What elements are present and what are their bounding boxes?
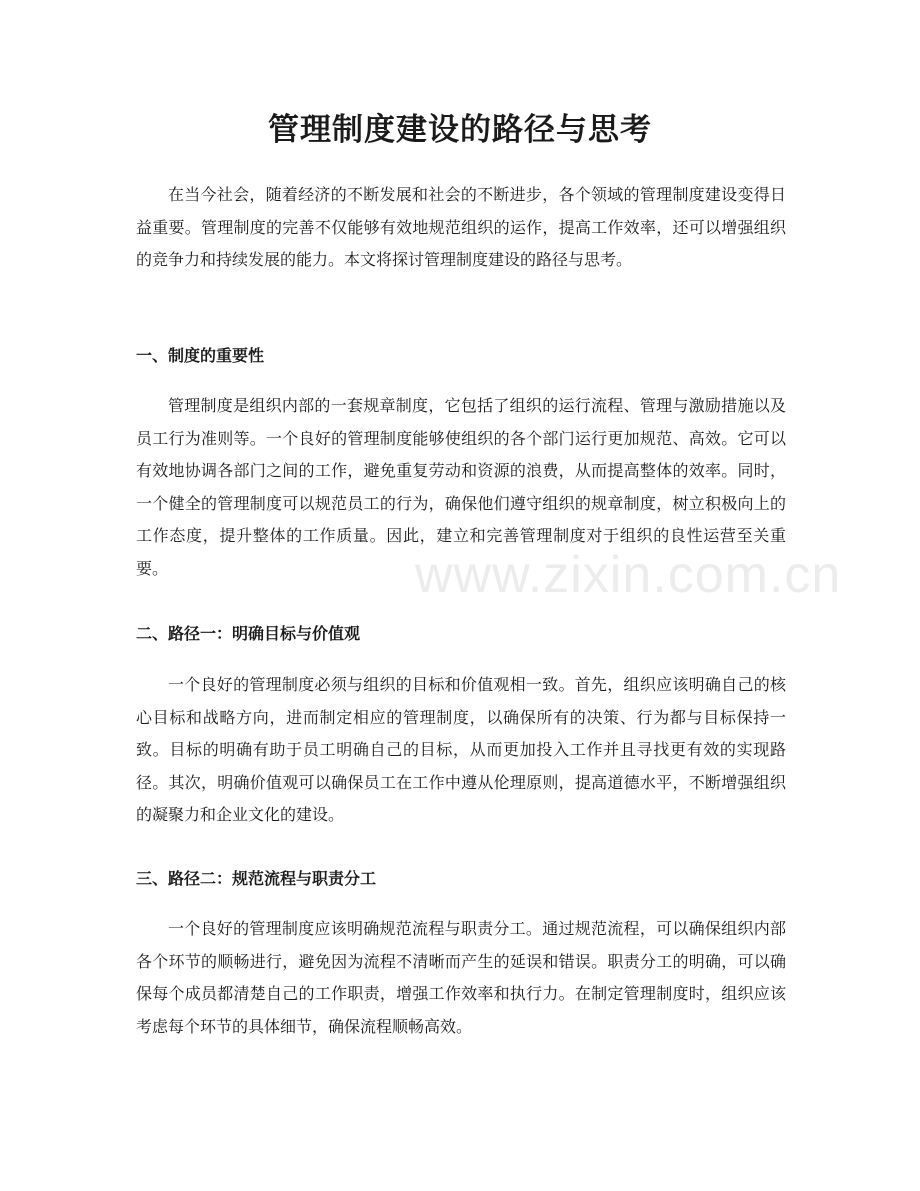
section-2-paragraph: 一个良好的管理制度必须与组织的目标和价值观相一致。首先，组织应该明确自己的核心目标和战略方向，进而制定相应的管理制度，以确保所有的决策、行为都与目标保持一致。目标的明确有助于员工明确自己的目标，从而更加投入工作并且寻找更有效的实现路径。其次，明确价值观可以确保员工在工作中遵从伦理原则，提高道德水平，不断增强组织的凝聚力和企业文化的建设。 [136,675,786,825]
section-3-paragraph: 一个良好的管理制度应该明确规范流程与职责分工。通过规范流程，可以确保组织内部各个环节的顺畅进行，避免因为流程不清晰而产生的延误和错误。职责分工的明确，可以确保每个成员都清楚自己的工作职责，增强工作效率和执行力。在制定管理制度时，组织应该考虑每个环节的具体细节，确保流程顺畅高效。 [136,919,786,1036]
watermark: www.zixin.com.cn [415,546,842,604]
document-title: 管理制度建设的路径与思考 [268,112,652,148]
section-1-paragraph: 管理制度是组织内部的一套规章制度，它包括了组织的运行流程、管理与激励措施以及员工行为准则等。一个良好的管理制度能够使组织的各个部门运行更加规范、高效。它可以有效地协调各部门之间的工作，避免重复劳动和资源的浪费，从而提高整体的效率。同时，一个健全的管理制度可以规范员工的行为，确保他们遵守组织的规章制度，树立积极向上的工作态度，提升整体的工作质量。因此，建立和完善管理制度对于组织的良性运营至关重要。 [136,396,786,578]
intro-paragraph: 在当今社会，随着经济的不断发展和社会的不断进步，各个领域的管理制度建设变得日益重要。管理制度的完善不仅能够有效地规范组织的运作，提高工作效率，还可以增强组织的竞争力和持续发展的能力。本文将探讨管理制度建设的路径与思考。 [136,185,786,270]
section-2-heading: 二、路径一：明确目标与价值观 [136,624,361,643]
section-3-heading: 三、路径二：规范流程与职责分工 [136,869,377,888]
section-1-heading: 一、制度的重要性 [136,346,265,365]
